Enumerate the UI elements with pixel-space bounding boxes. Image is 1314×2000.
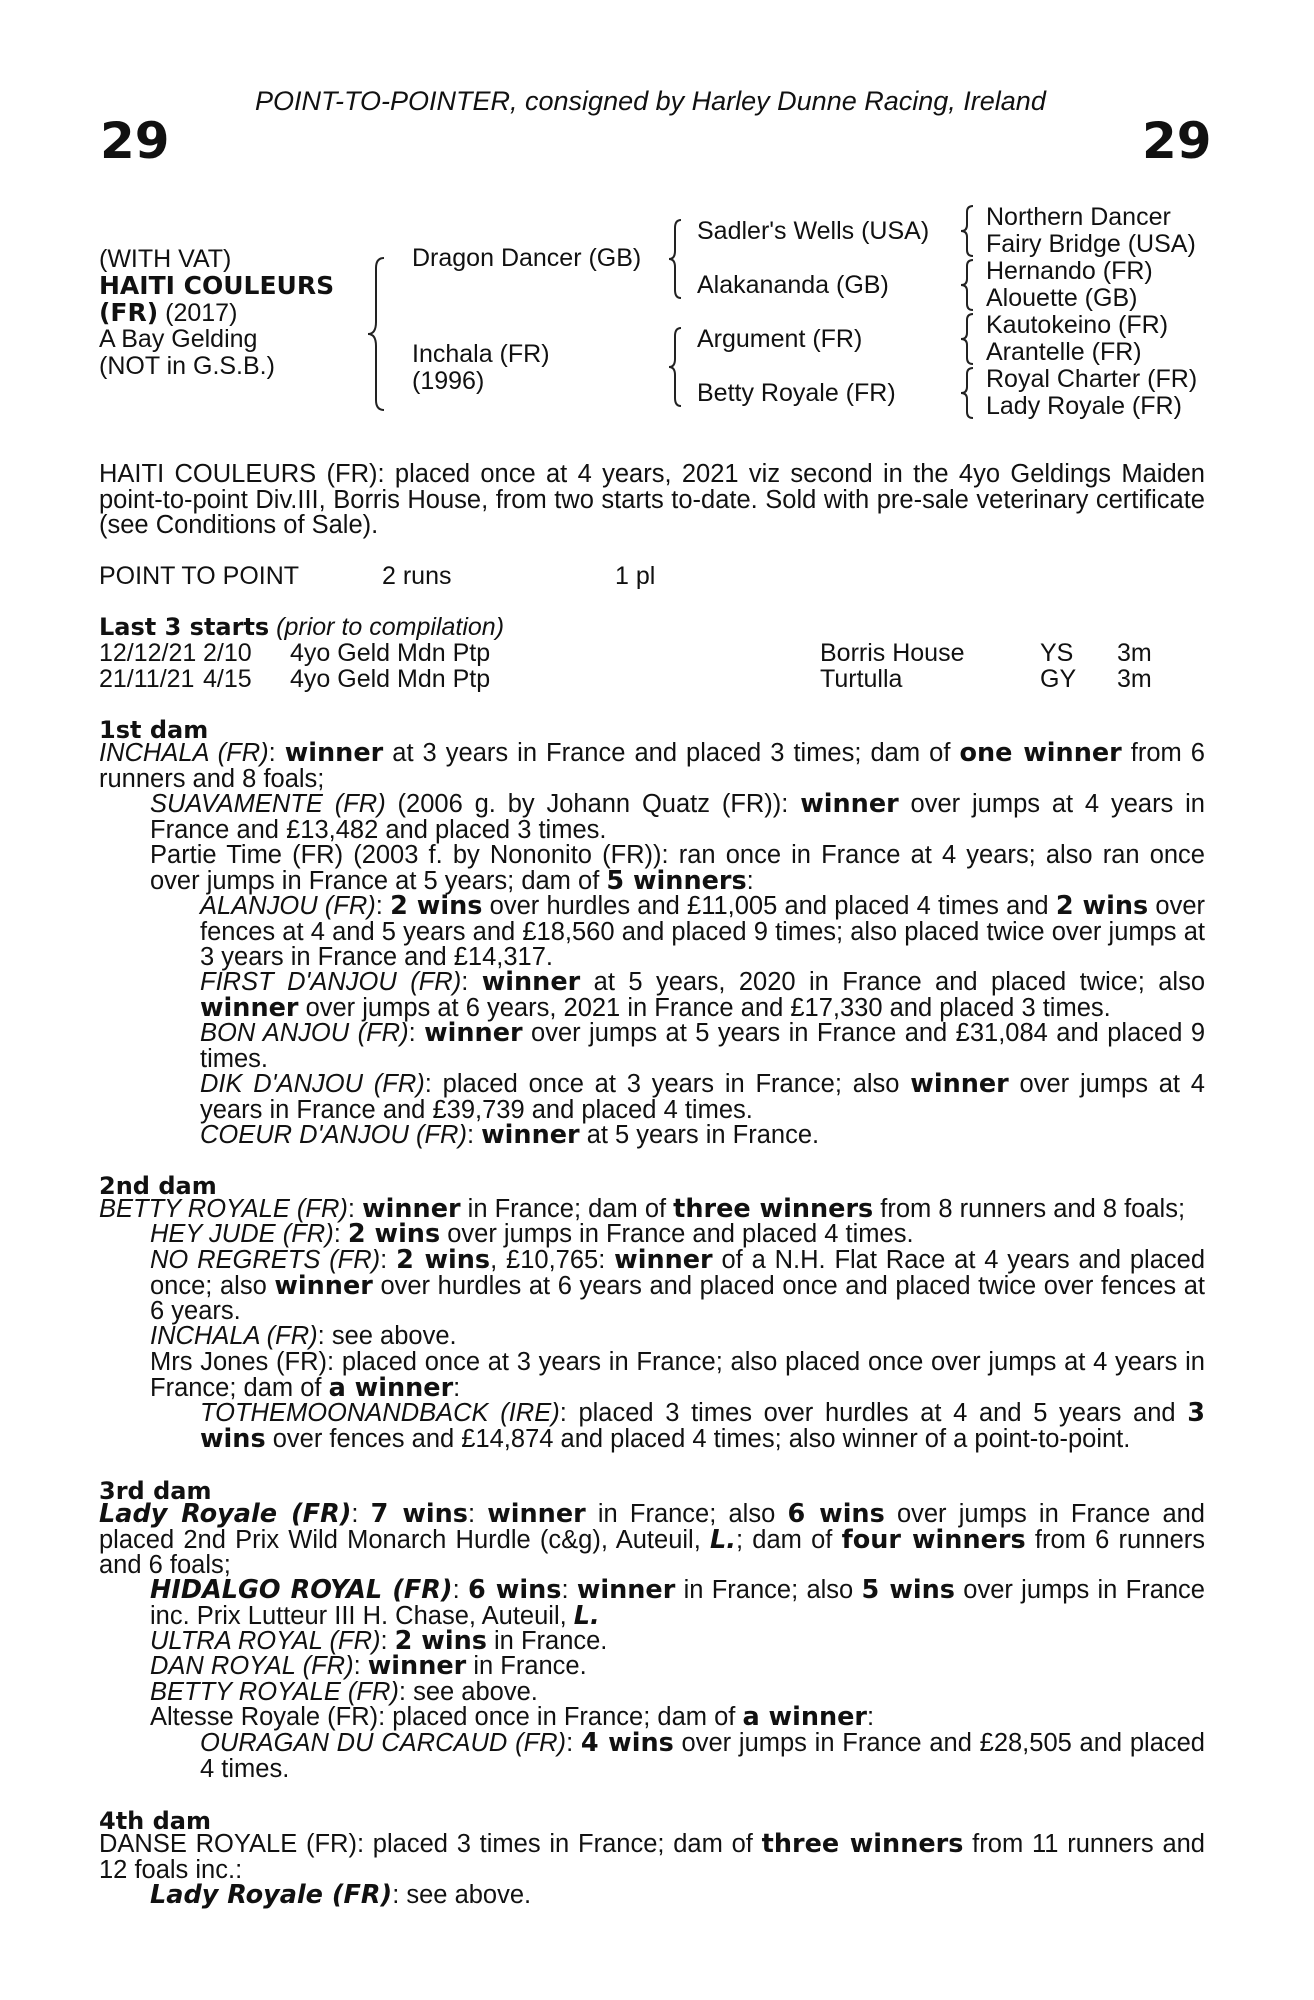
entry-text: over fences at 4 and 5 years and £18,560 and placed 9 times; also placed twice over jumps at 3 years in France and £14,317.	[200, 892, 1205, 972]
entry-bold: winner	[362, 1194, 461, 1224]
horse-name: DIK D'ANJOU (FR)	[200, 1070, 425, 1098]
horse-name: Lady Royale (FR)	[150, 1880, 393, 1910]
horse-description: A Bay Gelding	[99, 325, 258, 353]
entry-text: over jumps in France inc. Prix Lutteur III H. Chase, Auteuil,	[150, 1576, 1205, 1630]
entry-text: : see above.	[317, 1322, 457, 1350]
horse-name: HAITI COULEURS	[99, 271, 335, 300]
entry-text: :	[452, 1576, 468, 1604]
horse-name: ALANJOU (FR)	[200, 892, 376, 920]
entry-bold: winner	[481, 1120, 580, 1150]
listed-marker: L.	[710, 1524, 736, 1555]
progeny-entry	[150, 1880, 1205, 1910]
start-date: 12/12/21	[99, 639, 197, 667]
entry-text: : placed 3 times over hurdles at 4 and 5 years and	[559, 1399, 1188, 1427]
progeny-entry	[150, 843, 1205, 894]
entry-text: from 8 runners and 8 foals;	[873, 1195, 1186, 1223]
second-dam-heading: 2nd dam	[99, 1172, 217, 1200]
progeny-entry	[150, 1651, 1205, 1681]
entry-bold: winner	[800, 789, 899, 819]
entry-text: over jumps in France and placed 4 times.	[440, 1220, 914, 1248]
entry-text: at 5 years in France.	[579, 1121, 820, 1149]
great-grandparent-2: Fairy Bridge (USA)	[986, 230, 1196, 258]
great-grandparent-4: Alouette (GB)	[986, 284, 1138, 312]
entry-bold: winner	[424, 1018, 523, 1048]
entry-bold: 2 wins	[390, 891, 483, 921]
grand-progeny-entry	[200, 1398, 1206, 1454]
horse-name: NO REGRETS (FR)	[150, 1246, 381, 1274]
entry-bold: winner	[200, 992, 299, 1023]
horse-name: Lady Royale (FR)	[99, 1499, 352, 1529]
entry-text: :	[351, 1500, 371, 1528]
entry-text: at 3 years in France and placed 3 times; dam of	[383, 739, 960, 767]
horse-name: DAN ROYAL (FR)	[150, 1652, 354, 1680]
record-placed: 1 pl	[615, 562, 656, 590]
horse-name: HEY JUDE (FR)	[150, 1220, 334, 1248]
entry-bold: three winners	[761, 1829, 964, 1859]
grand-progeny-entry	[200, 1018, 1206, 1073]
horse-name: COEUR D'ANJOU (FR)	[200, 1121, 467, 1149]
grand-progeny-entry	[200, 1069, 1205, 1124]
entry-bold: four winners	[841, 1524, 1026, 1555]
entry-bold: winner	[487, 1499, 586, 1529]
dam-name: Inchala (FR)	[412, 340, 550, 368]
entry-text: :	[746, 866, 754, 895]
start-distance: 3m	[1117, 665, 1152, 693]
horse-name: INCHALA (FR)	[150, 1322, 318, 1350]
horse-name: FIRST D'ANJOU (FR)	[200, 968, 462, 996]
entry-text: : see above.	[398, 1678, 538, 1706]
entry-bold: one winner	[959, 738, 1122, 768]
horse-name: BETTY ROYALE (FR)	[99, 1195, 348, 1223]
entry-bold: 6 wins	[787, 1499, 885, 1529]
entry-bold: 2 wins	[396, 1245, 491, 1275]
horse-year: (2017)	[158, 299, 238, 327]
dam-entry	[99, 1194, 1205, 1224]
entry-text: of a N.H. Flat Race at 4 years and placed once; also	[150, 1246, 1206, 1300]
entry-bold: winner	[576, 1575, 676, 1605]
progeny-entry	[150, 789, 1205, 844]
entry-text: :	[561, 1576, 577, 1604]
entry-bold: a winner	[328, 1372, 454, 1403]
entry-text: from 11 runners and 12 foals inc.:	[99, 1830, 1205, 1884]
entry-text: :	[867, 1703, 875, 1731]
dam-parents-brace	[667, 326, 687, 408]
start-course: Turtulla	[820, 665, 903, 693]
progeny-entry	[150, 1575, 1205, 1631]
progeny-entry	[150, 1350, 1205, 1401]
record-runs: 2 runs	[382, 562, 452, 590]
horse-vat: (WITH VAT)	[99, 245, 232, 273]
horse-name: ULTRA ROYAL (FR)	[150, 1627, 381, 1655]
grand-progeny-entry	[200, 967, 1206, 1023]
last-starts-heading	[99, 613, 504, 642]
horse-name: BETTY ROYALE (FR)	[150, 1678, 399, 1706]
progeny-entry	[150, 1626, 1205, 1656]
entry-text: over hurdles at 6 years and placed once and placed twice over fences at 6 years.	[150, 1271, 1205, 1326]
horse-name: TOTHEMOONANDBACK (IRE)	[200, 1399, 560, 1427]
entry-bold: winner	[614, 1245, 713, 1275]
start-distance: 3m	[1117, 639, 1152, 667]
entry-text: ; dam of	[735, 1525, 842, 1554]
last-starts-title: Last 3 starts	[99, 613, 270, 641]
dam-entry	[99, 1829, 1205, 1884]
entry-text: over jumps at 4 years in France and £39,739 and placed 4 times.	[200, 1070, 1205, 1124]
start-position: 2/10	[203, 639, 252, 667]
entry-bold: winner	[284, 738, 384, 768]
entry-bold: 7 wins	[370, 1499, 468, 1529]
start-date: 21/11/21	[99, 665, 195, 693]
entry-text: :	[566, 1729, 581, 1757]
entry-text: over jumps in France and £28,505 and placed 4 times.	[200, 1729, 1205, 1783]
entry-text: over jumps at 6 years, 2021 in France and £17,330 and placed 3 times.	[298, 993, 1111, 1022]
entry-bold: 2 wins	[1055, 891, 1149, 921]
entry-bold: three winners	[673, 1194, 874, 1224]
grand-progeny-entry	[200, 891, 1205, 972]
entry-text: over jumps at 4 years in France and £13,482 and placed 3 times.	[150, 790, 1205, 844]
start-race: 4yo Geld Mdn Ptp	[290, 665, 491, 693]
progeny-entry	[150, 1680, 1205, 1706]
entry-text: :	[408, 1019, 425, 1047]
dam-entry	[99, 1499, 1205, 1580]
sire-dam-brace	[366, 256, 392, 412]
lot-number-right: 29	[1142, 112, 1212, 170]
grand-progeny-entry	[200, 1728, 1205, 1783]
entry-text: in France; also	[675, 1576, 862, 1604]
entry-text: :	[380, 1246, 397, 1274]
entry-text: :	[453, 1373, 461, 1402]
entry-text: Altesse Royale (FR): placed once in France; dam of	[150, 1703, 743, 1731]
ggp-brace-2	[959, 258, 977, 312]
ggp-brace-3	[959, 312, 977, 366]
dam-year: (1996)	[412, 367, 485, 395]
lot-number-left: 29	[100, 112, 170, 170]
entry-text: Mrs Jones (FR): placed once at 3 years in France; also placed once over jumps at 4 years in France; dam of	[150, 1348, 1205, 1402]
entry-bold: winner	[910, 1069, 1009, 1099]
entry-text: over jumps at 5 years in France and £31,084 and placed 9 times.	[200, 1019, 1206, 1073]
progeny-entry	[150, 1219, 1205, 1249]
entry-text: from 6 runners and 6 foals;	[99, 1525, 1205, 1580]
entry-text: Partie Time (FR) (2003 f. by Nononito (FR)): ran once in France at 4 years; also ran once over jumps in France at 5 years; dam of	[150, 841, 1205, 895]
sire-parents-brace	[667, 218, 687, 300]
entry-bold: 6 wins	[467, 1575, 562, 1605]
entry-bold: 2 wins	[347, 1219, 441, 1249]
dam-entry	[99, 738, 1205, 793]
horse-name: HIDALGO ROYAL (FR)	[150, 1575, 453, 1605]
progeny-entry	[150, 1245, 1206, 1326]
entry-bold: a winner	[742, 1702, 867, 1732]
horse-name: BON ANJOU (FR)	[200, 1019, 409, 1047]
entry-text: :	[375, 892, 391, 920]
ggp-brace-1	[959, 204, 977, 258]
entry-text: , £10,765:	[490, 1246, 615, 1274]
entry-text: (2006 g. by Johann Quatz (FR)):	[385, 790, 801, 818]
great-grandparent-1: Northern Dancer	[986, 203, 1171, 231]
entry-text: from 6 runners and 8 foals;	[99, 739, 1205, 793]
entry-bold: 2 wins	[394, 1626, 487, 1656]
ggp-brace-4	[959, 366, 977, 420]
horse-name: INCHALA (FR)	[99, 739, 269, 767]
first-dam-heading: 1st dam	[99, 716, 209, 744]
progeny-entry	[150, 1324, 1205, 1350]
grandparent-3: Argument (FR)	[697, 325, 863, 353]
entry-bold: winner	[274, 1270, 373, 1301]
grandparent-4: Betty Royale (FR)	[697, 379, 896, 407]
entry-text: :	[380, 1627, 395, 1655]
great-grandparent-5: Kautokeino (FR)	[986, 311, 1169, 339]
great-grandparent-8: Lady Royale (FR)	[986, 392, 1182, 420]
progeny-entry	[150, 1702, 1205, 1732]
entry-text: :	[461, 968, 482, 996]
entry-text: : placed once at 3 years in France; also	[424, 1070, 911, 1098]
entry-text: in France.	[466, 1652, 587, 1680]
entry-text: in France; dam of	[460, 1195, 674, 1223]
horse-name: SUAVAMENTE (FR)	[150, 790, 386, 818]
entry-bold: 3 wins	[200, 1398, 1206, 1454]
horse-country-line	[99, 299, 237, 327]
entry-bold: 5 wins	[861, 1575, 955, 1605]
entry-bold: 4 wins	[580, 1728, 674, 1758]
start-going: GY	[1040, 665, 1077, 693]
entry-text: :	[353, 1652, 368, 1680]
horse-name: OURAGAN DU CARCAUD (FR)	[200, 1729, 567, 1757]
horse-gsb: (NOT in G.S.B.)	[99, 352, 275, 380]
entry-text: :	[333, 1220, 348, 1248]
sire-name: Dragon Dancer (GB)	[412, 244, 642, 272]
horse-name-line	[99, 272, 334, 300]
entry-text: :	[467, 1500, 488, 1528]
entry-bold: 5 winners	[606, 865, 747, 896]
last-starts-note: (prior to compilation)	[276, 613, 505, 641]
record-label: POINT TO POINT	[99, 562, 300, 590]
entry-text: over hurdles and £11,005 and placed 4 times and	[482, 892, 1056, 920]
fourth-dam-heading: 4th dam	[99, 1807, 211, 1835]
horse-summary: HAITI COULEURS (FR): placed once at 4 years, 2021 viz second in the 4yo Geldings Maiden point-to-point Div.III, Borris House, from two starts to-date. Sold with pre-sale veterinary certificate (see Conditions of Sale).	[99, 460, 1205, 540]
entry-text: over fences and £14,874 and placed 4 times; also winner of a point-to-point.	[265, 1424, 1131, 1453]
entry-bold: winner	[481, 967, 581, 997]
entry-text: DANSE ROYALE (FR): placed 3 times in France; dam of	[99, 1830, 762, 1858]
great-grandparent-3: Hernando (FR)	[986, 257, 1153, 285]
entry-text: :	[466, 1121, 482, 1149]
page-header-title: POINT-TO-POINTER, consigned by Harley Dunne Racing, Ireland	[255, 86, 1046, 116]
start-race: 4yo Geld Mdn Ptp	[290, 639, 491, 667]
great-grandparent-7: Royal Charter (FR)	[986, 365, 1198, 393]
start-going: YS	[1040, 639, 1074, 667]
horse-country: (FR)	[99, 298, 159, 327]
start-position: 4/15	[203, 665, 252, 693]
entry-text: : see above.	[392, 1881, 532, 1909]
listed-marker: L.	[573, 1600, 600, 1631]
entry-bold: winner	[367, 1651, 467, 1681]
great-grandparent-6: Arantelle (FR)	[986, 338, 1142, 366]
third-dam-heading: 3rd dam	[99, 1477, 212, 1505]
entry-text: :	[347, 1195, 363, 1223]
entry-text: in France.	[486, 1627, 608, 1655]
entry-text: at 5 years, 2020 in France and placed twice; also	[580, 968, 1206, 996]
entry-text: over jumps in France and placed 2nd Prix Wild Monarch Hurdle (c&g), Auteuil,	[99, 1500, 1205, 1554]
entry-text: in France; also	[585, 1500, 788, 1528]
entry-text: :	[268, 739, 285, 767]
grand-progeny-entry	[200, 1120, 1205, 1150]
start-course: Borris House	[820, 639, 965, 667]
grandparent-1: Sadler's Wells (USA)	[697, 217, 930, 245]
grandparent-2: Alakananda (GB)	[697, 271, 889, 299]
